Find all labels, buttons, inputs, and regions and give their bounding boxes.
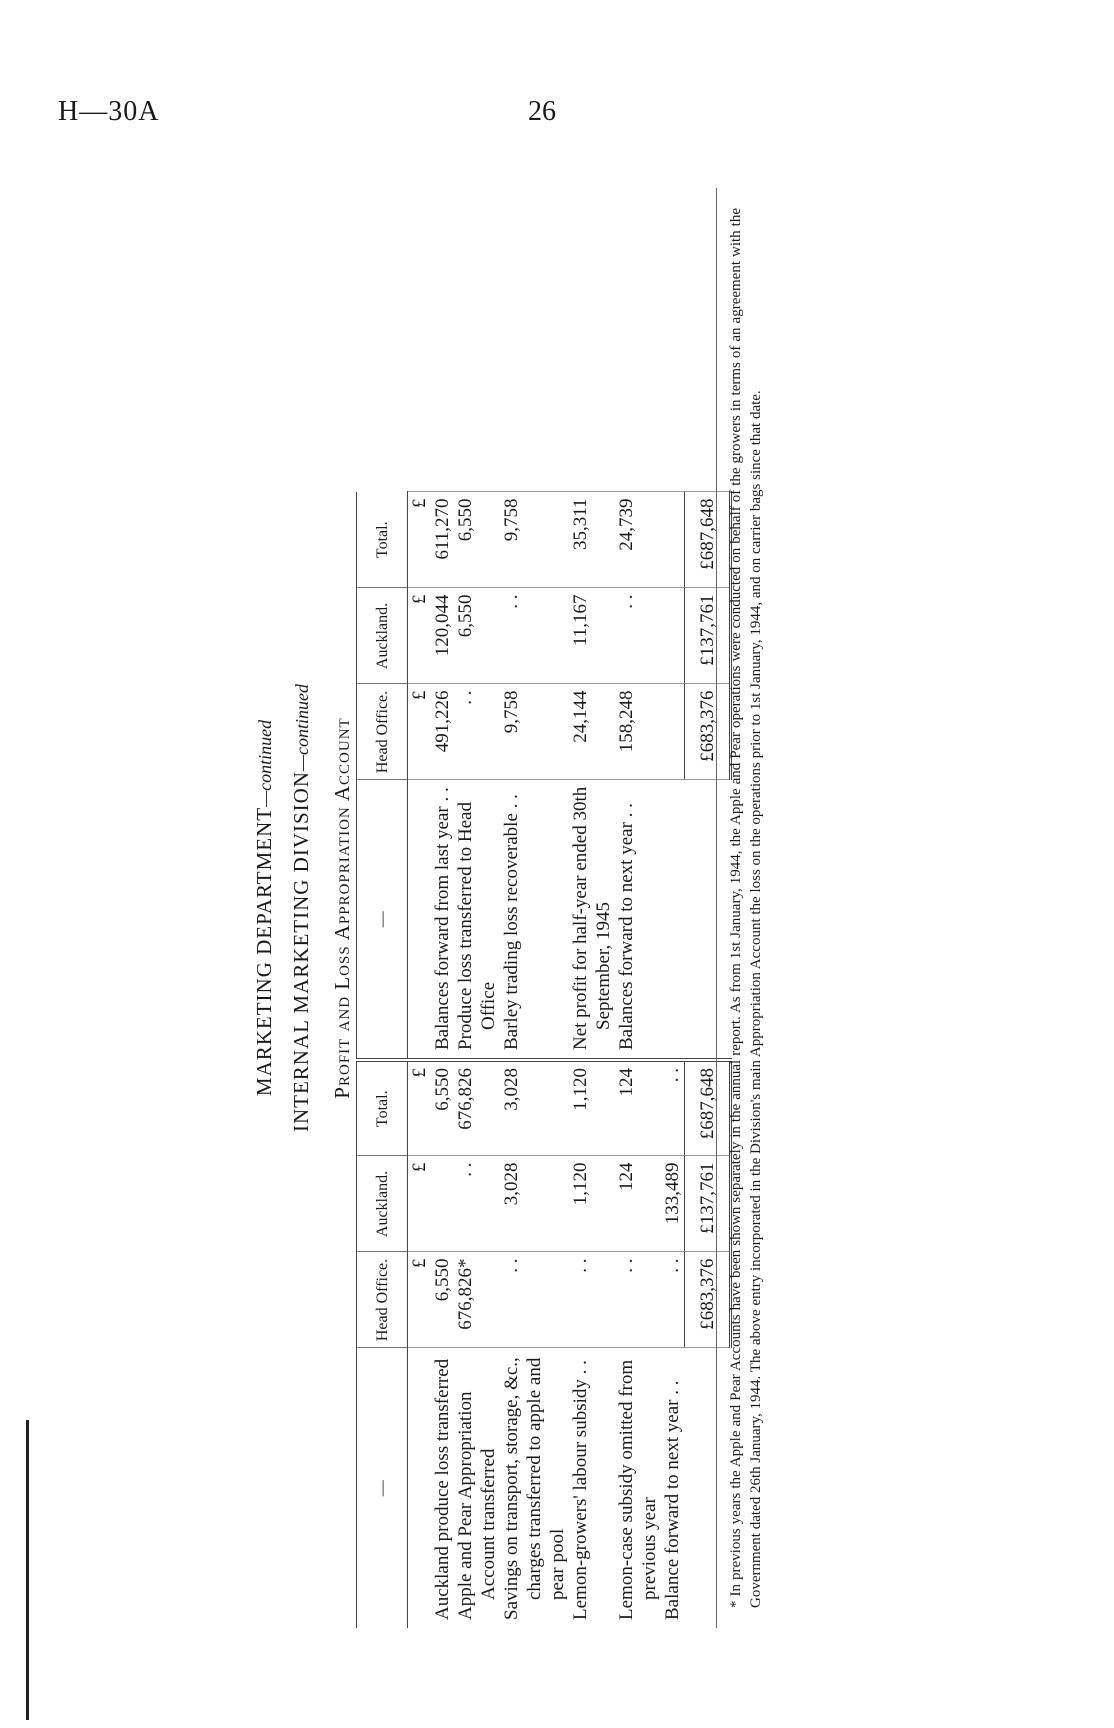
left-total-value: 3,028: [500, 1060, 569, 1156]
margin-line: [26, 1420, 29, 1720]
right-head-office-value: 491,226: [431, 684, 454, 780]
left-total-head-office: £683,376: [685, 1252, 731, 1348]
blank-cell: [408, 780, 432, 1060]
right-item-label: [569, 780, 615, 1060]
left-head-office-value: 676,826*: [454, 1252, 500, 1348]
left-total-value: . .: [661, 1060, 685, 1156]
header-row: [357, 188, 408, 1628]
left-item-label: [661, 1348, 685, 1628]
left-auckland-value: . .: [454, 1156, 500, 1252]
left-item-label: [500, 1348, 569, 1628]
right-head-office-value: . .: [454, 684, 500, 780]
table-row: [431, 188, 454, 1628]
item-line: pear pool: [547, 1528, 568, 1600]
right-auckland-value: 11,167: [569, 588, 615, 684]
blank-cell: [661, 188, 685, 492]
left-head-office-value: . .: [500, 1252, 569, 1348]
right-head-office-value: 9,758: [500, 684, 569, 780]
right-total-auckland: £137,761: [685, 588, 731, 684]
item-line: Barley trading loss recoverable . .: [501, 794, 522, 1050]
table-row: [454, 188, 500, 1628]
left-item-label: [454, 1348, 500, 1628]
right-total-value: 6,550: [454, 492, 500, 588]
left-total-total: £687,648: [685, 1060, 731, 1156]
right-head-office-value: 158,248: [615, 684, 661, 780]
right-total-value: 35,311: [569, 492, 615, 588]
item-line: charges transferred to apple and: [524, 1357, 545, 1600]
left-head-office-value: . .: [661, 1252, 685, 1348]
blank-cell: [685, 780, 731, 1060]
item-line: September, 1945: [593, 902, 614, 1030]
table-row: [569, 188, 615, 1628]
item-line: Net profit for half-year ended 30th: [570, 786, 591, 1050]
right-item-label: [500, 780, 569, 1060]
col-total-right: Total.: [357, 492, 408, 588]
right-item-label: [431, 780, 454, 1060]
currency-symbol-total: £: [408, 492, 432, 588]
footnote-rule: [716, 188, 717, 1628]
account-title: Profit and Loss Appropriation Account: [330, 717, 354, 1099]
blank-cell: [685, 1348, 731, 1628]
left-item-label: [615, 1348, 661, 1628]
left-head-office-value: . .: [569, 1252, 615, 1348]
left-total-auckland: £137,761: [685, 1156, 731, 1252]
col-item-left: —: [357, 1348, 408, 1628]
blank-cell: [454, 188, 500, 492]
item-line: Lemon-growers' labour subsidy . .: [570, 1360, 591, 1620]
currency-symbol-auckland: £: [408, 588, 432, 684]
table-row: [500, 188, 569, 1628]
col-auckland-left: Auckland.: [357, 1156, 408, 1252]
right-item-label: [661, 780, 685, 1060]
rotated-content: [248, 188, 818, 1628]
col-item-right: —: [357, 780, 408, 1060]
right-auckland-value: [661, 588, 685, 684]
blank-cell: [408, 188, 432, 492]
item-line: Balance forward to next year . .: [662, 1380, 683, 1620]
division-title: INTERNAL MARKETING DIVISION—continued: [289, 684, 313, 1133]
right-item-label: [615, 780, 661, 1060]
col-head-office-right: Head Office.: [357, 684, 408, 780]
blank-cell: [431, 188, 454, 492]
blank-cell: [408, 1348, 432, 1628]
right-auckland-value: . .: [500, 588, 569, 684]
table-row: [615, 188, 661, 1628]
item-line: Balances forward from last year . .: [432, 787, 453, 1050]
left-head-office-value: . .: [615, 1252, 661, 1348]
item-line: previous year: [639, 1497, 660, 1600]
left-total-value: 6,550: [431, 1060, 454, 1156]
currency-symbol-head-office: £: [408, 1252, 432, 1348]
item-line: Account transferred: [478, 1448, 499, 1600]
title-block: [248, 188, 362, 1628]
left-total-value: 124: [615, 1060, 661, 1156]
blank-cell: [569, 188, 615, 492]
blank-cell: [615, 188, 661, 492]
totals-row: [685, 188, 731, 1628]
currency-symbol-auckland: £: [408, 1156, 432, 1252]
currency-symbol-total: £: [408, 1060, 432, 1156]
item-line: Auckland produce loss transferred: [432, 1358, 453, 1620]
item-line: Balances forward to next year . .: [616, 803, 637, 1050]
col-head-office-left: Head Office.: [357, 1252, 408, 1348]
right-total-value: 9,758: [500, 492, 569, 588]
right-total-value: 611,270: [431, 492, 454, 588]
page-code: H—30A: [58, 96, 160, 127]
left-item-label: [431, 1348, 454, 1628]
right-total-head-office: £683,376: [685, 684, 731, 780]
left-auckland-value: 124: [615, 1156, 661, 1252]
left-auckland-value: 1,120: [569, 1156, 615, 1252]
left-head-office-value: 6,550: [431, 1252, 454, 1348]
table-body: [408, 188, 731, 1628]
item-line: Savings on transport, storage, &c.,: [501, 1357, 522, 1620]
right-item-label: [454, 780, 500, 1060]
right-auckland-value: 6,550: [454, 588, 500, 684]
left-auckland-value: 3,028: [500, 1156, 569, 1252]
right-auckland-value: 120,044: [431, 588, 454, 684]
currency-symbol-head-office: £: [408, 684, 432, 780]
left-total-value: 1,120: [569, 1060, 615, 1156]
item-line: Produce loss transferred to Head: [455, 802, 476, 1050]
item-line: Apple and Pear Appropriation: [455, 1391, 476, 1620]
footnote: * In previous years the Apple and Pear Accounts have been shown separately in the annual report. As from 1st January, 1944, the Apple and Pear operations were conducted on behalf of the growers in terms of an agreement with the Government dated 26th January, 1944. The above entry incorporated in the Division's main Appropriation Account the loss on the operations prior to 1st January, 1944, and on carrier bags since that date.: [728, 208, 764, 1608]
page-number: 26: [528, 96, 556, 127]
left-total-value: 676,826: [454, 1060, 500, 1156]
left-auckland-value: [431, 1156, 454, 1252]
col-auckland-right: Auckland.: [357, 588, 408, 684]
blank-cell: [685, 188, 731, 492]
table-row: [661, 188, 685, 1628]
right-head-office-value: [661, 684, 685, 780]
left-item-label: [569, 1348, 615, 1628]
blank-cell: [500, 188, 569, 492]
item-line: Lemon-case subsidy omitted from: [616, 1359, 637, 1620]
left-auckland-value: 133,489: [661, 1156, 685, 1252]
currency-row: [408, 188, 432, 1628]
right-total-total: £687,648: [685, 492, 731, 588]
item-line: Office: [478, 981, 499, 1030]
department-title: MARKETING DEPARTMENT—continued: [252, 719, 276, 1097]
col-total-left: Total.: [357, 1060, 408, 1156]
appropriation-table: [356, 188, 732, 1628]
right-total-value: 24,739: [615, 492, 661, 588]
right-head-office-value: 24,144: [569, 684, 615, 780]
right-auckland-value: . .: [615, 588, 661, 684]
right-total-value: [661, 492, 685, 588]
